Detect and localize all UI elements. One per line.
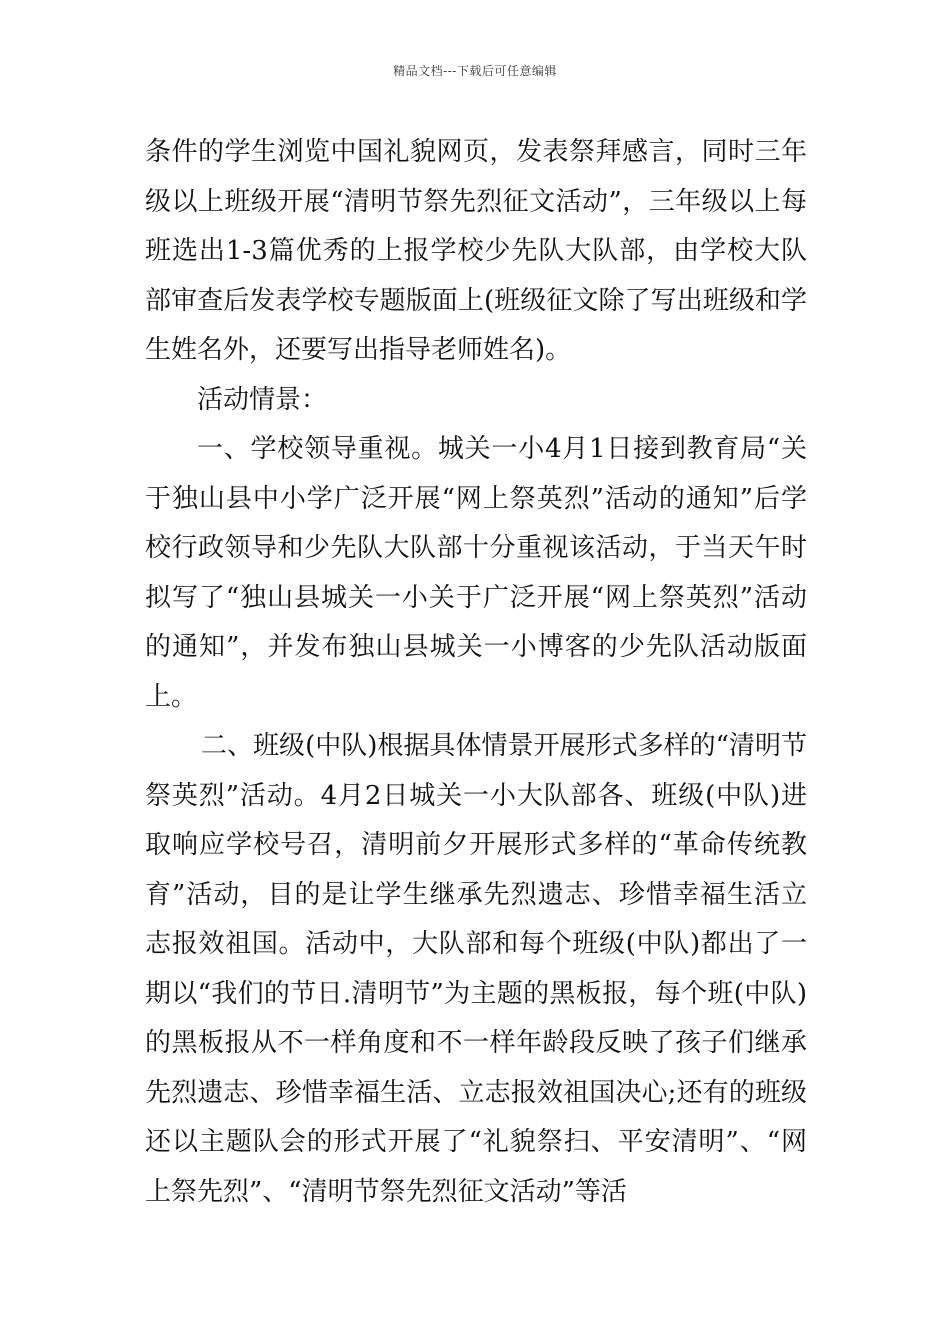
- paragraph-3: 一、学校领导重视。城关一小4月1日接到教育局“关于独山县中小学广泛开展“网上祭英烈”活动的通知”后学校行政领导和少先队大队部十分重视该活动，于当天午时拟写了“独山县城关一小关于广泛开展“网上祭英烈”活动的通知”，并发布独山县城关一小博客的少先队活动版面上。: [145, 434, 807, 712]
- paragraph-4: 二、班级(中队)根据具体情景开展形式多样的“清明节祭英烈”活动。4月2日城关一小大队部各、班级(中队)进取响应学校号召，清明前夕开展形式多样的“革命传统教育”活动，目的是让学生继承先烈遗志、珍惜幸福生活立志报效祖国。活动中，大队部和每个班级(中队)都出了一期以“我们的节日.清明节”为主题的黑板报，每个班(中队)的黑板报从不一样角度和不一样年龄段反映了孩子们继承先烈遗志、珍惜幸福生活、立志报效祖国决心;还有的班级还以主题队会的形式开展了“礼貌祭扫、平安清明”、“网上祭先烈”、“清明节祭先烈征文活动”等活: [145, 731, 807, 1207]
- page-header: 精品文档---下载后可任意编辑: [393, 64, 557, 78]
- paragraph-1: 条件的学生浏览中国礼貌网页，发表祭拜感言，同时三年级以上班级开展“清明节祭先烈征文活动”，三年级以上每班选出1-3篇优秀的上报学校少先队大队部，由学校大队部审查后发表学校专题版面上(班级征文除了写出班级和学生姓名外，还要写出指导老师姓名)。: [145, 137, 807, 365]
- paragraph-2-heading: 活动情景：: [197, 384, 328, 415]
- document-body: [145, 128, 807, 1217]
